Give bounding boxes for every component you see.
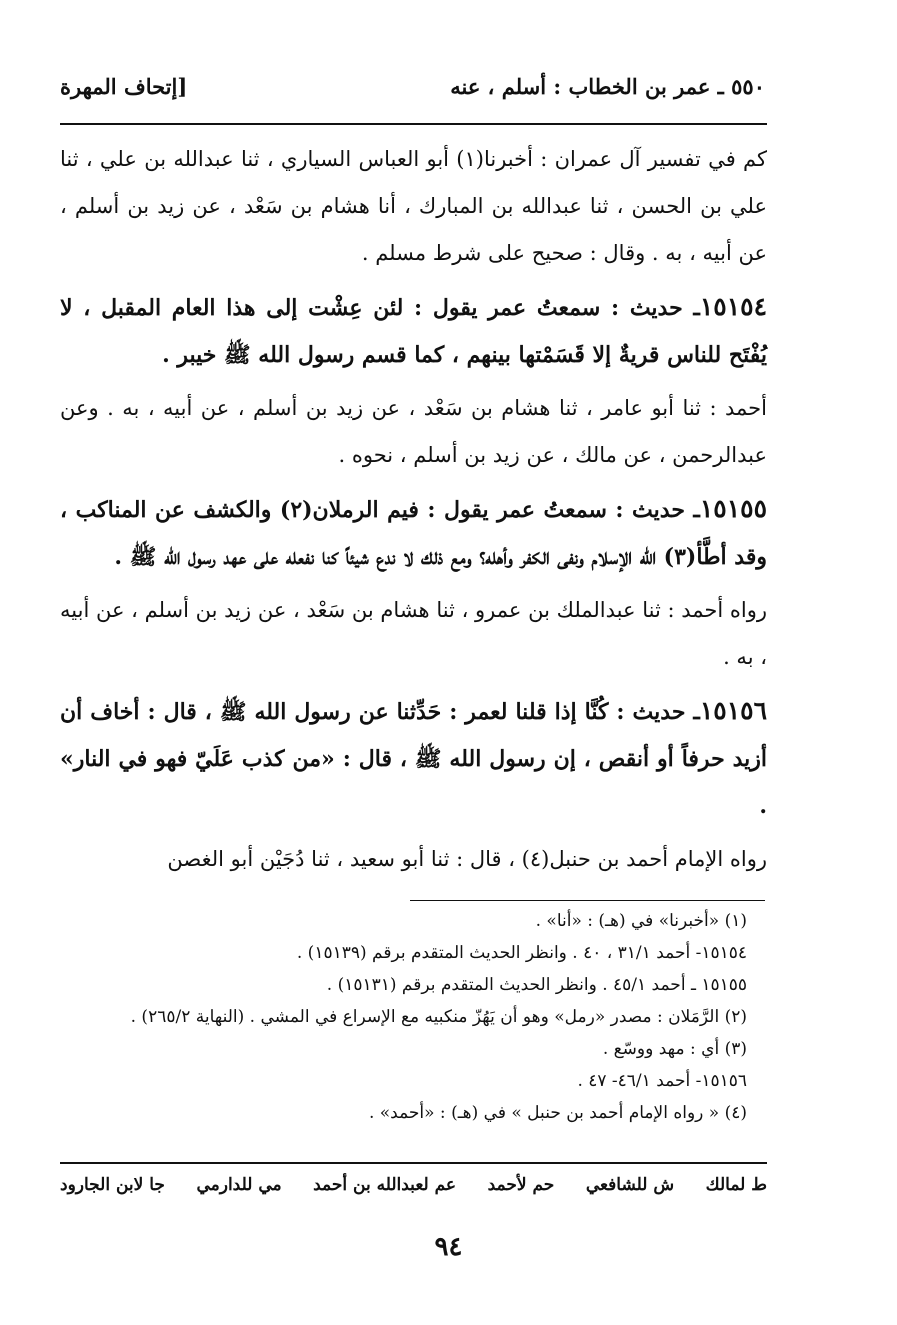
footnote: ١٥١٥٦- أحمد ٤٦/١- ٤٧ . bbox=[577, 1071, 747, 1091]
abbreviation-item: ط لمالك bbox=[705, 1175, 767, 1195]
hadith-number: ١٥١٥٥ bbox=[699, 494, 767, 523]
main-text bbox=[60, 136, 767, 889]
footnote: (٢) الرَّمَلان : مصدر «رمل» وهو أن يَهُزّ منكبيه مع الإسراع في المشي . (النهاية ٢٦٥/٢) . bbox=[130, 1007, 747, 1027]
source-note-15155 bbox=[60, 587, 767, 681]
footnote: ١٥١٥٥ ـ أحمد ٤٥/١ . وانظر الحديث المتقدم برقم (١٥١٣١) . bbox=[326, 975, 747, 995]
abbreviation-key bbox=[60, 1175, 767, 1195]
paragraph-text: أحمد : ثنا أبو عامر ، ثنا هشام بن سَعْد ، عن زيد بن أسلم ، عن أبيه ، به . وعن عبدالرحمن ، عن مالك ، عن زيد بن أسلم ، نحوه . bbox=[60, 396, 767, 467]
footnote: (١) «أخبرنا» في (هـ) : «أنا» . bbox=[535, 911, 747, 931]
abbreviation-item: جا لابن الجارود bbox=[60, 1175, 165, 1195]
footnote: (٣) أي : مهد ووسّع . bbox=[602, 1039, 747, 1059]
footnote-rule bbox=[410, 900, 765, 901]
abbreviation-item: حم لأحمد bbox=[487, 1175, 555, 1195]
paragraph-intro bbox=[60, 136, 767, 277]
hadith-15155 bbox=[60, 485, 767, 581]
footnotes bbox=[60, 905, 767, 1129]
hadith-number: ١٥١٥٤ bbox=[699, 292, 767, 321]
hadith-text: ـ حديث : كُنَّا إذا قلنا لعمر : حَدِّثنا عن رسول الله ﷺ ، قال : أخاف أن أزيد حرفاً أو أنقص ، إن رسول الله ﷺ ، قال : «من كذب عَلَيّ فهو في النار» . bbox=[60, 699, 767, 819]
hadith-text: ـ حديث : سمعتُ عمر يقول : لئن عِشْت إلى هذا العام المقبل ، لا يُفْتَح للناس قريةٌ إلا قَسَمْتها بينهم ، كما قسم رسول الله ﷺ خيبر . bbox=[60, 295, 767, 368]
hadith-15156 bbox=[60, 687, 767, 830]
paragraph-text: رواه أحمد : ثنا عبدالملك بن عمرو ، ثنا هشام بن سَعْد ، عن زيد بن أسلم ، عن أبيه ، به . bbox=[60, 598, 767, 669]
header-rule bbox=[60, 123, 767, 125]
abbreviation-item: مي للدارمي bbox=[196, 1175, 282, 1195]
paragraph-text: كم في تفسير آل عمران : أخبرنا(١) أبو العباس السياري ، ثنا عبدالله بن علي ، ثنا علي بن الحسن ، ثنا عبدالله بن المبارك ، أنا هشام بن سَعْد ، عن زيد بن أسلم ، عن أبيه ، به . وقال : صحيح على شرط مسلم . bbox=[60, 147, 767, 265]
source-note-15156 bbox=[60, 836, 767, 883]
source-note-15154 bbox=[60, 385, 767, 479]
running-title: ٥٥٠ ـ عمر بن الخطاب : أسلم ، عنه bbox=[450, 74, 765, 99]
paragraph-text: رواه الإمام أحمد بن حنبل(٤) ، قال : ثنا أبو سعيد ، ثنا دُجَيْن أبو الغصن bbox=[167, 847, 767, 871]
page-header bbox=[60, 74, 765, 114]
footnote: (٤) « رواه الإمام أحمد بن حنبل » في (هـ) : «أحمد» . bbox=[368, 1103, 747, 1123]
hadith-text: ـ حديث : سمعتُ عمر يقول : فيم الرملان(٢) والكشف عن المناكب ، وقد أطَّأ(٣) الله الإسلام ونفى الكفر وأهله؟ ومع ذلك لا ندع شيئاً كنا نفعله على عهد رسول الله ﷺ . bbox=[60, 497, 767, 570]
abbreviation-item: عم لعبدالله بن أحمد bbox=[313, 1175, 457, 1195]
hadith-15154 bbox=[60, 283, 767, 379]
book-title: [إتحاف المهرة bbox=[60, 74, 188, 99]
abbreviation-item: ش للشافعي bbox=[585, 1175, 675, 1195]
page-number: ٩٤ bbox=[434, 1232, 463, 1262]
footnote: ١٥١٥٤- أحمد ٣١/١ ، ٤٠ . وانظر الحديث المتقدم برقم (١٥١٣٩) . bbox=[296, 943, 747, 963]
hadith-number: ١٥١٥٦ bbox=[699, 696, 767, 725]
abbreviation-rule bbox=[60, 1162, 767, 1164]
